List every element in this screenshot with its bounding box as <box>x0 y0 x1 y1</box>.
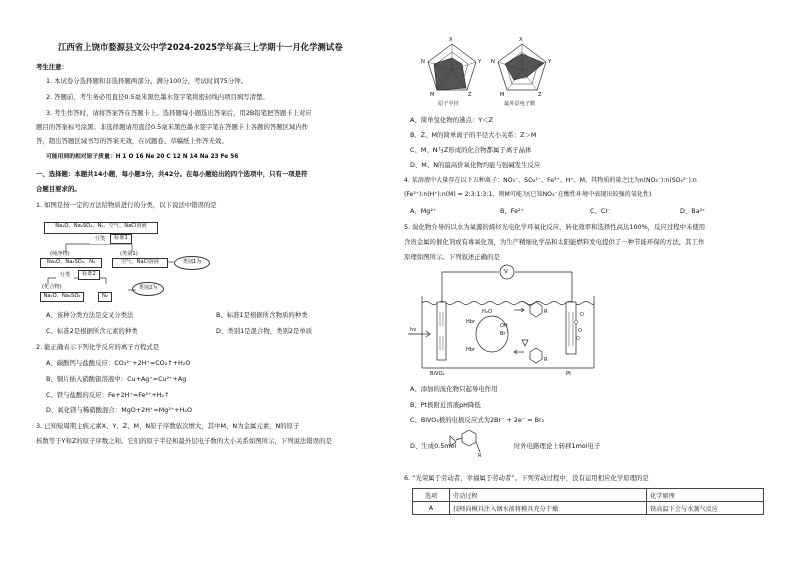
q4-option-c: C、Cl⁻ <box>590 207 611 215</box>
radar2-label-z: Z <box>538 92 542 98</box>
q5-voltmeter: V <box>504 269 508 275</box>
q3-option-d: D、M、N的最高价氧化物均能与强碱发生反应 <box>410 161 541 169</box>
q2-option-a: A、碳酸钙与盐酸反应：CO₃²⁻+2H⁺=CO₂↑+H₂O <box>46 359 191 367</box>
q5-bivo4-label: BiVO₄ <box>430 371 445 377</box>
q4-option-b: B、Fe²⁺ <box>500 207 524 215</box>
q1-standard2-box: 标准2 <box>78 270 100 280</box>
q4-stem-line-2: (Fe³⁺):n(H⁺):n(M) = 2:3:1:3:1，则M可能为(已知NO₃⁻在酸性环境中表现出较强的氧化性) <box>404 191 652 198</box>
q5-h2o-label: H₂O <box>482 309 493 315</box>
q6-row-a-option: A <box>413 502 450 515</box>
q5-option-c: C、BiVO₄极的电极反应式为2Br⁻ + 2e⁻ = Br₂ <box>410 416 545 424</box>
notice-line-5: 答，超出答题区域书写的答案无效，在试题卷、草稿纸上作答无效。 <box>36 137 228 145</box>
q1-n2-box: N₂ <box>98 292 112 302</box>
q1-class2-bubble: 类别2为 <box>132 282 164 296</box>
q5-stem-line-1: 5. 溴化物介导的以水为氧源的烯烃光电化学环氧化反应，转化效率和选择性高达100%，反应过程中未使用 <box>404 223 706 231</box>
radar1-caption: 原子半径 <box>438 101 459 107</box>
q4-option-d: D、Ba²⁺ <box>680 207 706 215</box>
q2-option-d: D、氧化镁与稀硝酸混合：MgO+2H⁺=Mg²⁺+H₂O <box>46 406 193 414</box>
left-column <box>36 0 388 562</box>
q5-option-d-r: R <box>478 453 482 459</box>
q1-compound-label: (化合物) <box>42 284 62 290</box>
q3-stem-line-1: 3. 已知短周期主族元素X、Y、Z、M、N原子序数依次增大，其中M、N为金属元素，N的原子 <box>36 422 300 430</box>
section1-line-1: 一、选择题：本题共14小题，每小题3分，共42分。在每小题给出的四个选项中，只有一项是符 <box>36 170 308 178</box>
q6-row-a-principle: 铁高温下会与水蒸气反应 <box>647 502 764 515</box>
q1-option-c: C、标准2是根据所含元素的种类 <box>46 327 138 335</box>
q1-class1-label: (类别1) <box>120 251 138 257</box>
q5-oh-label: OH <box>500 323 508 329</box>
radar2-label-y: Y <box>548 59 552 65</box>
q5-hbr-label-1: Hbr <box>466 319 475 325</box>
radar2-caption: 最外层电子数 <box>504 101 536 107</box>
q5-r-label-1: R <box>544 309 548 315</box>
radar2-label-n: N <box>491 59 495 65</box>
q5-option-d: D、生成0.5mol <box>410 442 457 450</box>
q5-stem-line-3: 原理如图所示。下列叙述正确的是 <box>404 253 500 261</box>
q3-option-c: C、M、N与Z形成的化合物都属于离子晶体 <box>410 146 532 154</box>
radar2-label-m: M <box>500 92 505 98</box>
q3-option-b: B、Z、M的简单离子的半径大小关系：Z＞M <box>410 131 537 139</box>
q4-stem-line-1: 4. 某溶液中大量存在以下五种离子：NO₃⁻、SO₄²⁻、Fe³⁺、H⁺、M，其物质的量之比为n(NO₃⁻):n(SO₄²⁻):n <box>404 177 697 184</box>
q1-compound-box: Na₂O、Na₂SO₄ <box>40 292 84 302</box>
radar2-label-x: X <box>519 37 523 43</box>
notice-line-2: 2. 答题前，考生务必用直径0.5毫米黑色墨水签字笔将密封线内项目填写清楚。 <box>46 93 269 101</box>
q5-pt-label: Pt <box>566 371 572 377</box>
q5-light-label: hν <box>410 327 417 333</box>
right-column <box>404 0 764 562</box>
notice-heading: 考生注意： <box>36 63 68 71</box>
q2-option-c: C、铁与盐酸的反应：Fe+2H⁺=Fe²⁺+H₂↑ <box>46 391 170 399</box>
q6-header-process: 劳动过程 <box>450 489 647 502</box>
q1-pure-box: Na₂O、Na₂SO₄、N₂ <box>40 258 102 268</box>
q5-option-a: A、添加的溴化物只起导电作用 <box>410 385 498 393</box>
q5-stem-line-2: 含贵金属的催化剂或有毒氧化剂，为生产精细化学品和太阳能燃料发电提供了一种节能环保的方法，其工作 <box>404 238 705 246</box>
radar1-label-n: N <box>421 59 425 65</box>
radar1-label-z: Z <box>468 92 472 98</box>
table-row <box>413 502 764 515</box>
q1-standard1-box: 标准1 <box>110 234 132 244</box>
q5-br-label: Br <box>500 331 506 337</box>
section1-line-2: 合题目要求的。 <box>36 185 81 193</box>
q2-stem: 2. 能正确表示下列化学反应的离子方程式是 <box>36 343 160 351</box>
exam-title: 江西省上饶市婺源县文公中学2024-2025学年高三上学期十一月化学测试卷 <box>58 42 343 52</box>
q3-stem-line-2: 核数等于Y和Z的原子序数之和。它们的原子半径和最外层电子数的大小关系如图所示，下列说法错误的是 <box>36 437 332 445</box>
q1-classify-label-2: 分类 <box>56 272 74 279</box>
q6-stem: 6. “光荣属于劳动者，幸福属于劳动者”。下列劳动过程中，没有运用相应化学原理的是 <box>404 474 649 482</box>
q2-option-b: B、铜片插入硝酸银溶液中：Cu+Ag⁺=Cu²⁺+Ag <box>46 375 187 383</box>
q4-option-a: A、Mg²⁺ <box>410 207 437 215</box>
q6-table <box>412 488 764 515</box>
radar1-label-m: M <box>430 92 435 98</box>
q5-option-b: B、Pt极附近溶液pH降低 <box>410 401 481 409</box>
q6-header-principle: 化学原理 <box>647 489 764 502</box>
notice-line-1: 1. 本试卷分选择题和非选择题两部分。满分100分，考试时间75分钟。 <box>46 77 248 85</box>
q1-class1-box: 空气、NaCl溶液 <box>112 258 168 268</box>
atomic-masses: 可能用到的相对原子质量：H 1 O 16 Ne 20 C 12 N 14 Na 23 Fe 56 <box>46 154 239 160</box>
q1-option-b: B、标准1是根据所含物质的种类 <box>216 311 308 319</box>
q1-top-box: Na₂O、Na₂SO₄、N₂、空气、NaCl溶液 <box>44 222 158 234</box>
q5-option-d-tail: 时外电路理论上转移1mol电子 <box>514 442 601 450</box>
radar1-label-x: X <box>449 37 453 43</box>
q1-option-d: D、类别1是混合物，类别2是单质 <box>216 327 313 335</box>
radar1-label-y: Y <box>478 59 482 65</box>
q6-header-option: 选项 <box>413 489 450 502</box>
q6-table-header <box>413 489 764 502</box>
q1-option-a: A、该种分类方法是交叉分类法 <box>46 311 134 319</box>
notice-line-3: 3. 考生作答时，请将答案答在答题卡上。选择题每小题选出答案后，用2B铅笔把答题卡上对应 <box>46 109 312 117</box>
q1-class1-bubble: 类别1为 <box>174 256 210 270</box>
q1-classify-label: 分类 <box>90 236 110 244</box>
notice-line-4: 题目的答案标号涂黑；非选择题请用直径0.5毫米黑色墨水签字笔在答题卡上各题的答题区域内作 <box>36 123 309 131</box>
q6-row-a-process: 技师向模具注入钢水前将模具充分干燥 <box>450 502 647 515</box>
q1-pure-label: (纯净物) <box>50 251 70 257</box>
q1-stem: 1. 如图是按一定的方法给物质进行的分类，以下说法中错误的是 <box>36 201 217 209</box>
q5-hbr-label-2: Hbr <box>466 347 475 353</box>
q1-tree-lines <box>36 0 388 562</box>
q3-option-a: A、简单氢化物的沸点：Y＜Z <box>410 116 493 124</box>
q5-r-label-2: R <box>544 357 548 363</box>
